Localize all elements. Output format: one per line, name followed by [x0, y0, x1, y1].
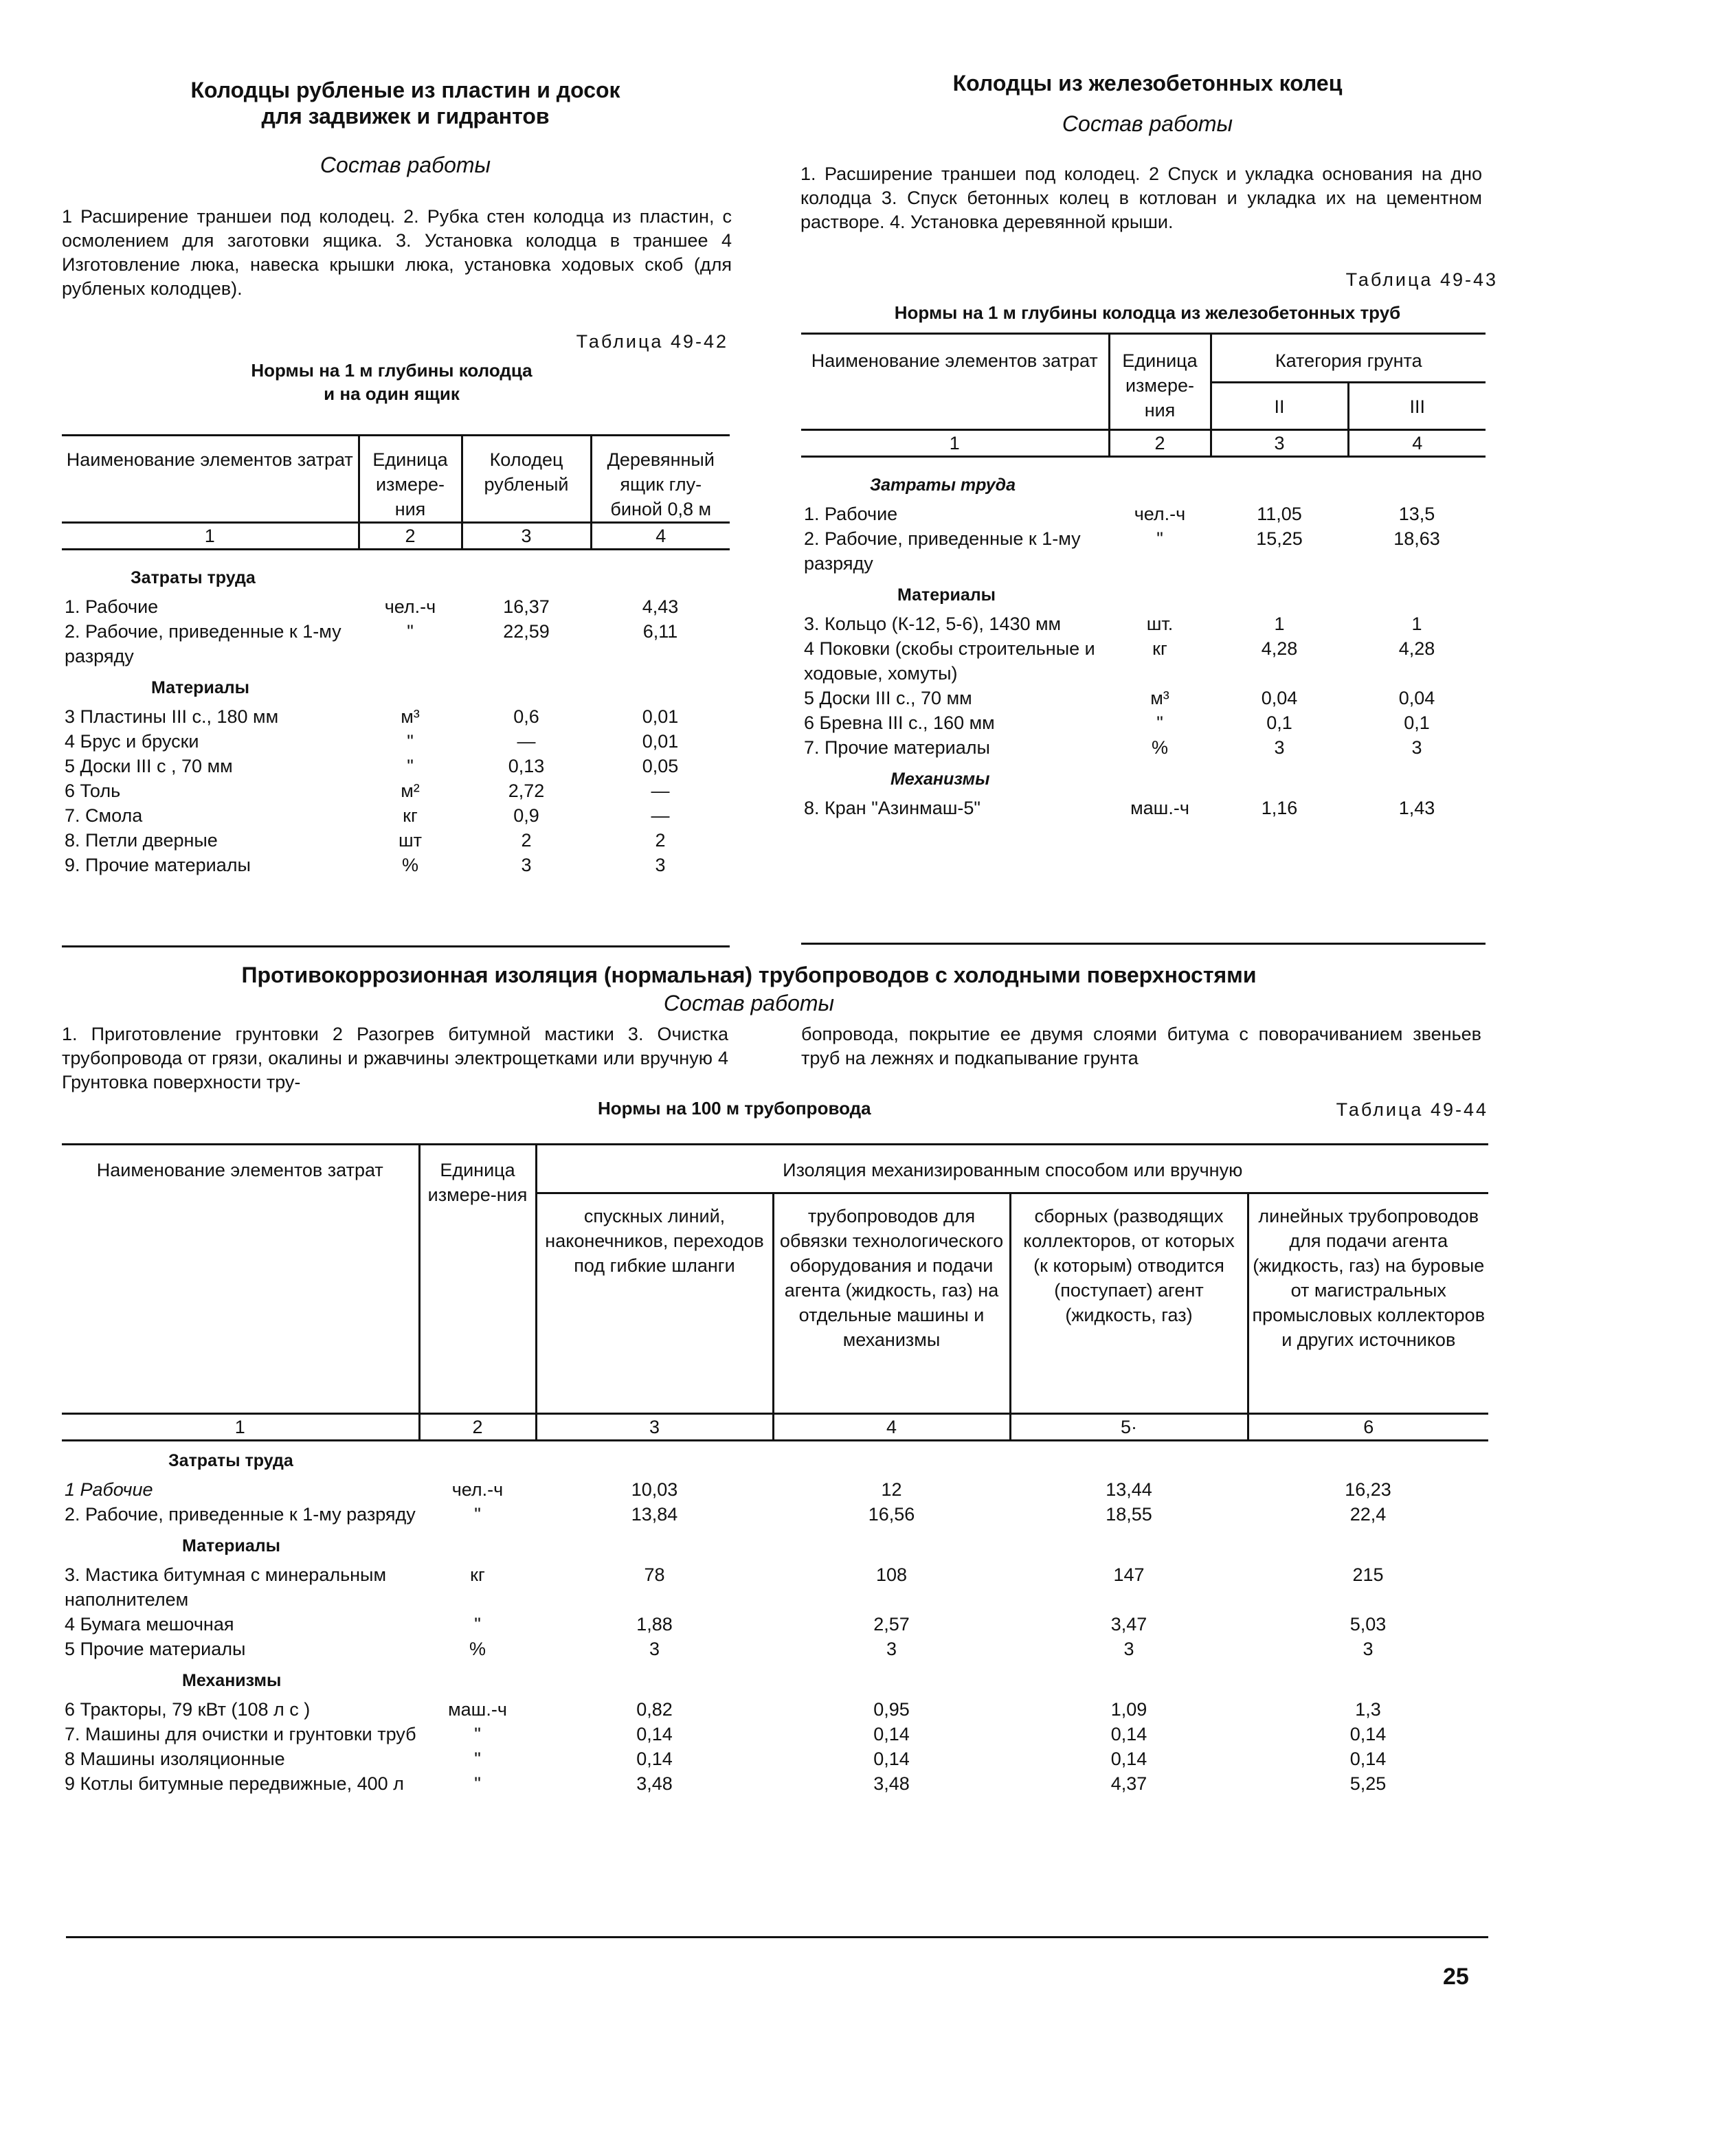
right-header-name: Наименование элементов затрат: [811, 350, 1098, 371]
left-table-bottom-rule: [62, 945, 730, 947]
row-unit: шт: [398, 830, 423, 851]
table-row: [62, 1771, 1488, 1796]
table-row: [801, 710, 1486, 735]
bottom-header-col3: спускных линий, наконечников, переходов под гибкие шланги: [536, 1193, 773, 1414]
row-value: 12: [881, 1479, 902, 1500]
row-value: 0,01: [642, 731, 679, 752]
bottom-header-col5: сборных (разводящих коллекторов, от которых (к которым) отводится (поступает) агент (жидкость, газ): [1010, 1193, 1248, 1414]
row-name: 3. Мастика битумная с минеральным наполнителем: [65, 1564, 387, 1610]
row-value: 0,01: [642, 706, 679, 727]
row-value: 3,47: [1110, 1614, 1147, 1635]
row-name: 9 Котлы битумные передвижные, 400 л: [65, 1773, 404, 1794]
row-unit: м³: [401, 706, 420, 727]
bottom-work-right: бопровода, покрытие ее двумя слоями битума с поворачиванием звеньев труб на лежнях и подкапывание грунта: [801, 1024, 1481, 1068]
bottom-norm-caption: Нормы на 100 м трубопровода: [598, 1098, 871, 1119]
row-value: 0,14: [873, 1749, 910, 1769]
left-subtitle: Состав работы: [320, 153, 491, 177]
table-row: [801, 636, 1486, 686]
right-table-bottom-rule: [801, 943, 1486, 945]
table-row: [62, 1477, 1488, 1502]
right-header-col4: III: [1348, 383, 1486, 430]
table-row: [62, 1612, 1488, 1637]
row-unit: кг: [1152, 638, 1167, 659]
row-value: 2,57: [873, 1614, 910, 1635]
row-value: 147: [1113, 1564, 1145, 1585]
table-row: [62, 853, 730, 877]
right-table: [801, 333, 1486, 820]
row-name: 9. Прочие материалы: [65, 855, 251, 875]
row-value: 1,43: [1398, 798, 1435, 818]
row-unit: м²: [401, 781, 420, 801]
bottom-table-number: Таблица 49-44: [1336, 1099, 1488, 1120]
left-title-line2: для задвижек и гидрантов: [261, 104, 550, 128]
row-unit: ": [474, 1724, 481, 1744]
row-value: 3: [649, 1639, 660, 1659]
row-unit: ": [474, 1773, 481, 1794]
row-value: 13,5: [1398, 504, 1435, 524]
table-row: [801, 735, 1486, 760]
right-section-heading: [801, 760, 1486, 796]
left-col-numbers: [62, 523, 730, 550]
row-value: 18,55: [1106, 1504, 1152, 1525]
row-unit: %: [1151, 737, 1168, 758]
table-row: [62, 1502, 1488, 1527]
row-value: 0,14: [1110, 1749, 1147, 1769]
row-value: 0,14: [1110, 1724, 1147, 1744]
row-name: 3. Кольцо (К-12, 5-6), 1430 мм: [804, 614, 1062, 634]
row-value: 3: [1411, 737, 1422, 758]
row-value: 16,56: [868, 1504, 915, 1525]
row-value: 0,1: [1266, 712, 1292, 733]
bottom-colnum-5: 5·: [1010, 1414, 1248, 1441]
row-value: 22,4: [1349, 1504, 1387, 1525]
row-name: 5 Доски III с., 70 мм: [804, 688, 972, 708]
row-value: 13,44: [1106, 1479, 1152, 1500]
bottom-colnum-2: 2: [419, 1414, 536, 1441]
row-value: 18,63: [1393, 528, 1440, 549]
row-value: 10,03: [631, 1479, 678, 1500]
row-value: 0,82: [636, 1699, 673, 1720]
row-name: 8. Петли дверные: [65, 830, 218, 851]
row-value: 0,04: [1398, 688, 1435, 708]
row-name: 6 Бревна III с., 160 мм: [804, 712, 995, 733]
table-row: [62, 1722, 1488, 1747]
row-value: 1,09: [1110, 1699, 1147, 1720]
table-row: [801, 611, 1486, 636]
row-value: 0,95: [873, 1699, 910, 1720]
row-value: 0,05: [642, 756, 679, 776]
row-name: 2. Рабочие, приведенные к 1-му разряду: [65, 1504, 416, 1525]
bottom-col-numbers: [62, 1414, 1488, 1441]
right-section-heading: [801, 576, 1486, 611]
row-value: 0,14: [1349, 1749, 1387, 1769]
row-name: 7. Машины для очистки и грунтовки труб: [65, 1724, 416, 1744]
row-value: 2: [521, 830, 532, 851]
row-unit: ": [474, 1749, 481, 1769]
row-value: 3: [1274, 737, 1285, 758]
bottom-header-col6: линейных трубопроводов для подачи агента (жидкость, газ) на буровые от магистральных промысловых коллекторов и других источников: [1248, 1193, 1488, 1414]
right-header-col3: II: [1211, 383, 1348, 430]
row-unit: маш.-ч: [1130, 798, 1189, 818]
left-sec-materials: Материалы: [151, 678, 249, 697]
bottom-section-heading: [62, 1527, 1488, 1562]
row-unit: чел.-ч: [384, 596, 436, 617]
row-value: 3: [1363, 1639, 1374, 1659]
row-value: 0,14: [873, 1724, 910, 1744]
right-norm-caption: Нормы на 1 м глубины колодца из железобетонных труб: [894, 302, 1401, 323]
left-table: [62, 434, 730, 877]
table-row: [801, 502, 1486, 526]
row-value: 6,11: [642, 621, 678, 642]
row-unit: чел.-ч: [1134, 504, 1186, 524]
row-name: 7. Смола: [65, 805, 143, 826]
page-number: 25: [1443, 1964, 1469, 1990]
table-row: [801, 526, 1486, 576]
row-value: 3: [521, 855, 532, 875]
bottom-title: Противокоррозионная изоляция (нормальная) трубопроводов с холодными поверхностями: [241, 963, 1257, 987]
row-name: 2. Рабочие, приведенные к 1-му разряду: [65, 621, 341, 666]
left-norm-line1: Нормы на 1 м глубины колодца: [251, 360, 533, 381]
row-value: 5,25: [1349, 1773, 1387, 1794]
left-header-col4: Деревянный ящик глу-биной 0,8 м: [591, 436, 730, 523]
bottom-table-header: [62, 1145, 1488, 1193]
table-row: [62, 828, 730, 853]
row-unit: ": [407, 731, 414, 752]
row-value: 4,28: [1398, 638, 1435, 659]
table-row: [62, 729, 730, 754]
bottom-header-col4: трубопроводов для обвязки технологического оборудования и подачи агента (жидкость, газ) на отдельные машины и механизмы: [773, 1193, 1010, 1414]
row-value: 1,3: [1355, 1699, 1381, 1720]
row-name: 8. Кран "Азинмаш-5": [804, 798, 980, 818]
row-value: 3: [1123, 1639, 1134, 1659]
row-value: 2: [655, 830, 666, 851]
right-section-heading: [801, 457, 1486, 502]
row-name: 1 Рабочие: [65, 1479, 153, 1500]
table-row: [62, 594, 730, 619]
table-row: [62, 1697, 1488, 1722]
row-unit: ": [474, 1614, 481, 1635]
row-value: 1,88: [636, 1614, 673, 1635]
left-norm-caption: [62, 359, 721, 405]
left-colnum-1: 1: [62, 523, 359, 550]
row-unit: маш.-ч: [448, 1699, 507, 1720]
row-value: 3: [886, 1639, 897, 1659]
row-value: 0,14: [636, 1724, 673, 1744]
row-value: 0,04: [1261, 688, 1298, 708]
left-work-description: 1 Расширение траншеи под колодец. 2. Рубка стен колодца из пластин, с осмолением для заготовки ящика. 3. Установка колодца в траншее 4 Изготовление люка, навеска крышки люка, установка ходовых скоб (для рубленых колодцев).: [62, 206, 732, 299]
bottom-table-bottom-rule: [66, 1936, 1488, 1938]
row-unit: кг: [470, 1564, 485, 1585]
row-unit: %: [401, 855, 418, 875]
row-unit: шт.: [1146, 614, 1174, 634]
right-colnum-1: 1: [801, 430, 1109, 457]
row-value: —: [651, 805, 670, 826]
bottom-sec-labor: Затраты труда: [168, 1451, 293, 1470]
row-name: 2. Рабочие, приведенные к 1-му разряду: [804, 528, 1081, 574]
right-sec-labor: Затраты труда: [870, 475, 1016, 495]
bottom-section-heading: [62, 1441, 1488, 1478]
row-value: 3,48: [636, 1773, 673, 1794]
row-value: 4,28: [1261, 638, 1298, 659]
right-work-description: 1. Расширение траншеи под колодец. 2 Спуск и укладка основания на дно колодца 3. Спуск бетонных колец в котлован и укладка их на цементном растворе. 4. Установка деревянной крыши.: [800, 164, 1482, 232]
row-name: 1. Рабочие: [65, 596, 159, 617]
row-name: 4 Поковки (скобы строительные и ходовые, хомуты): [804, 638, 1095, 684]
row-name: 6 Тракторы, 79 кВт (108 л с ): [65, 1699, 311, 1720]
row-name: 1. Рабочие: [804, 504, 898, 524]
row-value: 1: [1274, 614, 1285, 634]
table-row: [801, 796, 1486, 820]
right-title: Колодцы из железобетонных колец: [952, 71, 1343, 96]
row-value: 11,05: [1257, 504, 1302, 524]
right-header-unit: Единица измере-ния: [1109, 334, 1211, 430]
row-name: 4 Брус и бруски: [65, 731, 199, 752]
bottom-header-name: Наименование элементов затрат: [96, 1160, 383, 1180]
row-value: 22,59: [503, 621, 550, 642]
table-row: [62, 803, 730, 828]
row-value: 3,48: [873, 1773, 910, 1794]
left-section-heading: [62, 669, 730, 704]
row-value: 16,37: [503, 596, 550, 617]
row-unit: ": [474, 1504, 481, 1525]
table-row: [62, 1562, 1488, 1612]
bottom-header-unit: Единица измере-ния: [419, 1145, 536, 1414]
left-header-name: Наименование элементов затрат: [66, 449, 353, 470]
left-header-col3: Колодец рубленый: [462, 436, 591, 523]
left-colnum-3: 3: [462, 523, 591, 550]
row-value: 1,16: [1261, 798, 1298, 818]
left-title-line1: Колодцы рубленые из пластин и досок: [190, 78, 620, 102]
row-name: 4 Бумага мешочная: [65, 1614, 234, 1635]
table-row: [801, 686, 1486, 710]
row-value: 0,14: [636, 1749, 673, 1769]
row-value: 4,37: [1110, 1773, 1147, 1794]
left-colnum-2: 2: [359, 523, 462, 550]
row-value: 0,1: [1404, 712, 1430, 733]
bottom-colnum-1: 1: [62, 1414, 419, 1441]
bottom-colnum-4: 4: [773, 1414, 1010, 1441]
row-value: 13,84: [631, 1504, 678, 1525]
bottom-table: [62, 1143, 1488, 1796]
row-unit: кг: [403, 805, 418, 826]
right-subtitle: Состав работы: [1062, 111, 1233, 136]
row-name: 6 Толь: [65, 781, 121, 801]
right-colnum-3: 3: [1211, 430, 1348, 457]
row-name: 5 Доски III с , 70 мм: [65, 756, 233, 776]
row-unit: ": [1156, 528, 1163, 549]
row-unit: чел.-ч: [451, 1479, 504, 1500]
table-row: [62, 754, 730, 778]
right-table-header: [801, 334, 1486, 383]
table-row: [62, 1747, 1488, 1771]
left-header-unit: Единица измере-ния: [359, 436, 462, 523]
row-value: 16,23: [1345, 1479, 1391, 1500]
row-value: 215: [1352, 1564, 1384, 1585]
bottom-work-left: 1. Приготовление грунтовки 2 Разогрев битумной мастики 3. Очистка трубопровода от грязи, окалины и ржавчины электрощетками или вручную 4 Грунтовка поверхности тру-: [62, 1024, 728, 1092]
left-table-header: [62, 436, 730, 523]
right-header-group: Категория грунта: [1211, 334, 1486, 383]
row-value: 1: [1411, 614, 1422, 634]
row-unit: ": [407, 621, 414, 642]
table-row: [62, 1637, 1488, 1661]
row-value: 15,25: [1256, 528, 1303, 549]
row-value: 5,03: [1349, 1614, 1387, 1635]
row-name: 8 Машины изоляционные: [65, 1749, 285, 1769]
row-value: 3: [655, 855, 666, 875]
row-name: 7. Прочие материалы: [804, 737, 990, 758]
left-norm-line2: и на один ящик: [324, 383, 460, 404]
bottom-subtitle: Состав работы: [663, 991, 835, 1015]
row-value: 0,14: [1349, 1724, 1387, 1744]
right-table-number: Таблица 49-43: [1345, 269, 1498, 290]
row-name: 5 Прочие материалы: [65, 1639, 246, 1659]
row-unit: ": [1156, 712, 1163, 733]
left-section-heading: [62, 550, 730, 595]
right-col-numbers: [801, 430, 1486, 457]
row-name: 3 Пластины III с., 180 мм: [65, 706, 279, 727]
row-value: 108: [875, 1564, 908, 1585]
right-colnum-4: 4: [1348, 430, 1486, 457]
left-sec-labor: Затраты труда: [131, 568, 256, 587]
table-row: [62, 704, 730, 729]
row-value: —: [517, 731, 536, 752]
row-unit: м³: [1150, 688, 1169, 708]
right-sec-mechanisms: Механизмы: [890, 770, 990, 789]
row-value: 2,72: [508, 781, 545, 801]
right-colnum-2: 2: [1109, 430, 1211, 457]
row-value: 0,9: [513, 805, 539, 826]
row-value: 0,6: [513, 706, 539, 727]
row-unit: %: [469, 1639, 486, 1659]
right-sec-materials: Материалы: [897, 585, 996, 605]
bottom-sec-materials: Материалы: [182, 1536, 280, 1556]
left-table-number: Таблица 49-42: [576, 331, 728, 352]
bottom-sec-mechanisms: Механизмы: [182, 1671, 282, 1690]
bottom-header-group: Изоляция механизированным способом или вручную: [536, 1145, 1488, 1193]
row-unit: ": [407, 756, 414, 776]
bottom-colnum-6: 6: [1248, 1414, 1488, 1441]
row-value: 78: [644, 1564, 665, 1585]
row-value: —: [651, 781, 670, 801]
bottom-section-heading: [62, 1661, 1488, 1697]
left-colnum-4: 4: [591, 523, 730, 550]
table-row: [62, 778, 730, 803]
table-row: [62, 619, 730, 669]
bottom-colnum-3: 3: [536, 1414, 773, 1441]
left-title: [62, 77, 749, 129]
row-value: 4,43: [642, 596, 679, 617]
row-value: 0,13: [508, 756, 545, 776]
